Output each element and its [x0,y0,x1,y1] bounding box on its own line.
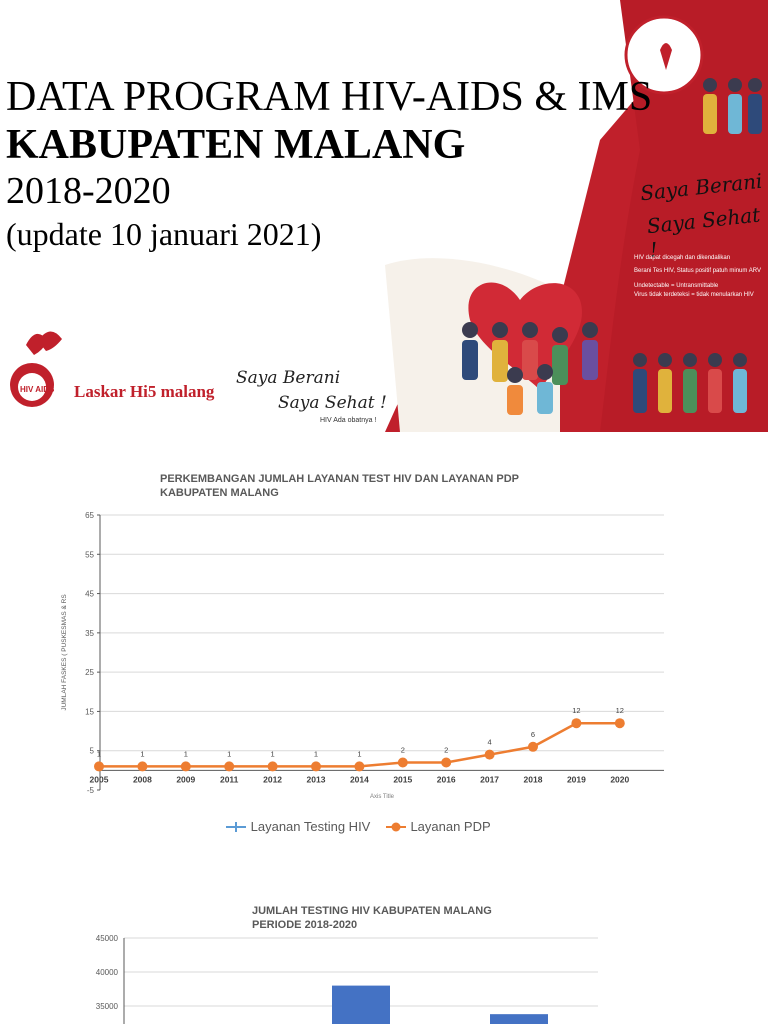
data-point [94,761,104,771]
page-title-update: (update 10 januari 2021) [6,216,322,252]
y-tick-label: 25 [85,668,94,678]
x-tick-label: 2020 [610,774,630,785]
data-label: 1 [357,749,362,759]
poster-caption-4: Virus tidak terdeteksi = tidak menularkan HIV [634,292,754,298]
data-label: 1 [140,749,145,759]
y-tick-label: 45 [85,589,94,599]
legend-label-testing: Layanan Testing HIV [250,819,371,835]
y-tick-label: 15 [85,707,94,717]
poster-slogan-line2: Saya Sehat ! [645,202,762,263]
page-title-line1: DATA PROGRAM HIV-AIDS & IMS [6,74,653,120]
chart1-legend [225,818,491,834]
x-tick-label: 2018 [523,774,543,785]
chart2-title-line2: PERIODE 2018-2020 [252,919,358,931]
bar [332,986,390,1024]
header-banner [0,0,768,432]
y-tick-label: 45000 [95,934,118,943]
data-label: 1 [313,749,319,759]
y-tick-label: -5 [86,786,94,795]
laskar-logo [10,331,62,407]
series-line-1 [96,723,620,766]
y-tick-label: 35000 [95,1002,118,1011]
x-tick-label: 2012 [263,774,283,785]
data-label: 6 [530,729,536,739]
data-label: 12 [572,706,581,716]
y-tick-label: 40000 [95,968,118,977]
x-tick-label: 2016 [436,774,456,785]
data-label: 1 [270,749,275,759]
legend-marker-pdp [385,821,407,833]
y-tick-label: 65 [85,511,94,520]
x-tick-label: 2009 [176,774,196,785]
poster-caption-3: Undetectable = Untransmittable [634,283,719,289]
data-point [485,750,495,760]
y-axis-title: JUMLAH FASKES ( PUSKESMAS & RS [61,594,68,711]
chart2-title-line1: JUMLAH TESTING HIV KABUPATEN MALANG [252,905,492,917]
page-title-line2: KABUPATEN MALANG [6,122,466,168]
x-tick-label: 2019 [566,774,586,785]
x-axis-title: Axis Title [369,794,395,800]
data-point [571,718,581,728]
data-label: 1 [227,749,232,759]
bar [490,1014,548,1024]
data-point [615,718,625,728]
data-point [137,761,147,771]
y-tick-label: 35 [85,628,94,638]
x-tick-label: 2017 [480,774,500,785]
data-point [268,761,278,771]
data-point [441,758,451,768]
x-tick-label: 2008 [132,774,152,785]
org-name: Laskar Hi5 malang [74,382,215,401]
data-point [398,758,408,768]
data-point [311,761,321,771]
x-tick-label: 2013 [306,774,326,785]
x-tick-label: 2011 [219,774,239,785]
data-point [528,742,538,752]
x-tick-label: 2015 [393,774,413,785]
poster-caption-1: HIV dapat dicegah dan dikendalikan [634,255,731,261]
data-label: 1 [183,749,188,759]
chart2-title [252,904,492,932]
data-label: 2 [444,745,449,755]
x-tick-label: 2005 [89,774,109,785]
data-label: 1 [96,749,102,759]
x-tick-label: 2014 [349,774,369,785]
data-label: 12 [615,706,624,716]
legend-label-pdp: Layanan PDP [410,819,491,835]
y-tick-label: 55 [85,550,94,560]
page-title-period: 2018-2020 [6,170,171,212]
bar-chart [0,930,768,1024]
slogan-sub: HIV Ada obatnya ! [320,417,377,424]
y-tick-label: 5 [89,746,94,756]
poster-caption-2: Berani Tes HIV, Status positif patuh minum ARV [634,268,761,274]
chart1-title [160,472,519,500]
line-chart [0,500,768,840]
data-point [354,761,364,771]
slogan-line1: Saya Berani [236,368,341,388]
chart1-title-line2: KABUPATEN MALANG [160,487,279,499]
laskar-logo-text: HIV AIDS [20,385,55,394]
data-label: 2 [400,745,405,755]
data-point [181,761,191,771]
poster-slogan-line1: Saya Berani [639,168,764,206]
chart1-title-line1: PERKEMBANGAN JUMLAH LAYANAN TEST HIV DAN LAYANAN PDP [160,473,519,485]
legend-marker-testing [225,821,247,833]
slogan-line2: Saya Sehat ! [278,393,387,413]
data-point [224,761,234,771]
data-label: 4 [487,737,492,747]
